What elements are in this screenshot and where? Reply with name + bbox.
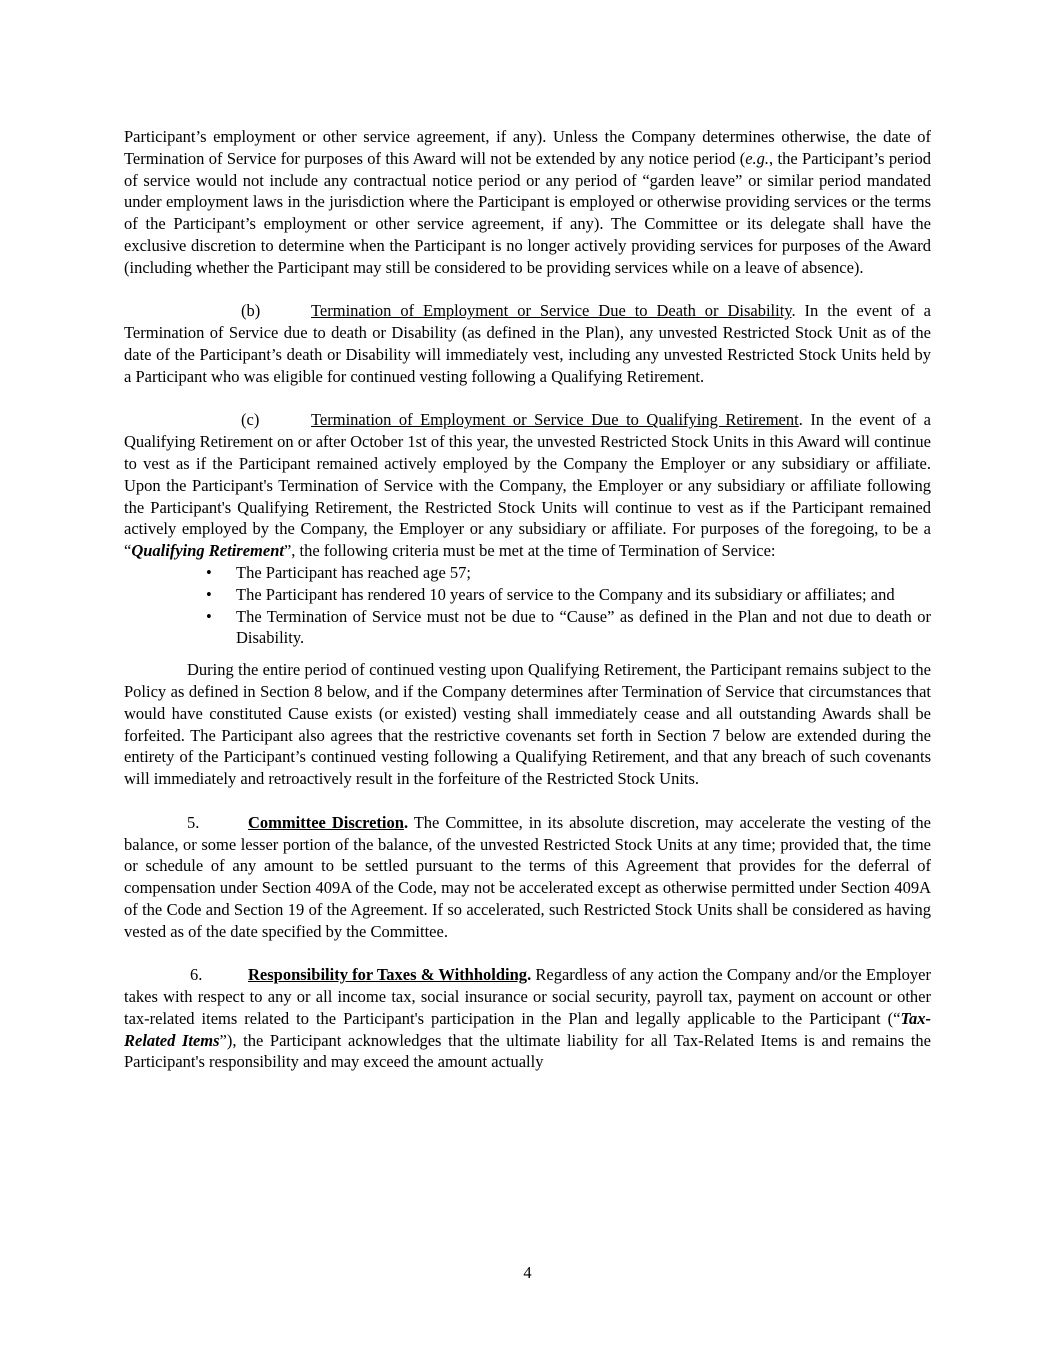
subsection-c-marker: (c) <box>241 410 260 430</box>
continued-vesting-paragraph: During the entire period of continued vesting upon Qualifying Retirement, the Participant remains subject to the Policy as defined in Section 8 below, and if the Company determines after Termination of Service that circumstances that would have constituted Cause exists (or existed) vesting shall immediately cease and all outstanding Awards shall be forfeited. The Participant also agrees that the restrictive covenants set forth in Section 7 below are extended during the entirety of the Participant’s continued vesting following a Qualifying Retirement, and that any breach of such covenants will immediately and retroactively result in the forfeiture of the Restricted Stock Units. <box>124 660 931 789</box>
section-5-number: 5. <box>187 812 200 832</box>
section-6-heading: Responsibility for Taxes & Withholding <box>248 965 528 985</box>
subsection-b-text: . In the event of a Termination of Service due to death or Disability (as defined in the Plan), any unvested Restricted Stock Unit as of the date of the Participant’s death or Disability will immediately vest, including any unvested Restricted Stock Units held by a Participant who was eligible for continued vesting following a Qualifying Retirement. <box>124 301 931 386</box>
subsection-b-marker: (b) <box>241 301 261 321</box>
criteria-list <box>124 562 931 649</box>
section-5-heading: Committee Discretion <box>248 812 404 832</box>
bullet-icon: • <box>206 562 212 582</box>
subsection-c: (c) Termination of Employment or Service Due to Qualifying Retirement. In the event of a Qualifying Retirement on or after October 1st of this year, the unvested Restricted Stock Units in this Award will continue to vest as if the Participant remained actively employed by the Company the Employer or any subsidiary or affiliate. Upon the Participant's Termination of Service with the Company, the Employer or any subsidiary or affiliate following the Participant's Qualifying Retirement, the Restricted Stock Units will continue to vest as if the Participant remained actively employed by the Company, the Employer or any subsidiary or affiliate. For purposes of the foregoing, to be a “Qualifying Retirement”, the following criteria must be met at the time of Termination of Service: <box>124 410 932 561</box>
page-number: 4 <box>523 1263 532 1282</box>
bullet-icon: • <box>206 606 212 626</box>
section-6-number: 6. <box>190 965 203 985</box>
qualifying-retirement-term: Qualifying Retirement <box>131 541 284 561</box>
section-5: 5. Committee Discretion. The Committee, in its absolute discretion, may accelerate the vesting of the balance, or some lesser portion of the balance, of the unvested Restricted Stock Units at any time; provided that, the time or schedule of any amount to be settled pursuant to the terms of this Agreement that provides for the deferral of compensation under Section 409A of the Code, may not be accelerated except as otherwise permitted under Section 409A of the Code and Section 19 of the Agreement. If so accelerated, such Restricted Stock Units shall be considered as having vested as of the date specified by the Committee. <box>124 812 931 941</box>
section-6: 6. Responsibility for Taxes & Withholding. Regardless of any action the Company and/or the Employer takes with respect to any or all income tax, social insurance or social security, payroll tax, payment on account or other tax-related items related to the Participant's participation in the Plan and legally applicable to the Participant (“Tax-Related Items”), the Participant acknowledges that the ultimate liability for all Tax-Related Items is and remains the Participant's responsibility and may exceed the amount actually <box>124 965 932 1072</box>
list-item: • The Termination of Service must not be due to “Cause” as defined in the Plan and not due to death or Disability. <box>206 606 931 648</box>
section-5-text: The Committee, in its absolute discretion, may accelerate the vesting of the balance, or some lesser portion of the balance, of the unvested Restricted Stock Units at any time; provided that, the time or schedule of any amount to be settled pursuant to the terms of this Agreement that provides for the deferral of compensation under Section 409A of the Code, may not be accelerated except as otherwise permitted under Section 409A of the Code and Section 19 of the Agreement. If so accelerated, such Restricted Stock Units shall be considered as having vested as of the date specified by the Committee. <box>124 812 931 941</box>
subsection-c-heading: Termination of Employment or Service Due to Qualifying Retirement <box>311 410 799 430</box>
subsection-b <box>124 300 931 387</box>
tax-related-items-term: Tax-Related Items <box>124 1008 931 1050</box>
bullet-icon: • <box>206 584 212 604</box>
eg-abbreviation: e.g. <box>745 148 770 168</box>
document-page <box>124 126 931 1073</box>
list-item: • The Participant has reached age 57; <box>206 562 472 582</box>
subsection-b-heading: Termination of Employment or Service Due to Death or Disability <box>311 301 792 321</box>
list-item: • The Participant has rendered 10 years of service to the Company and its subsidiary or affiliates; and <box>206 584 895 604</box>
intro-paragraph: Participant’s employment or other service agreement, if any). Unless the Company determines otherwise, the date of Termination of Service for purposes of this Award will not be extended by any notice period (e.g., the Participant’s period of service would not include any contractual notice period or any period of “garden leave” or similar period mandated under employment laws in the jurisdiction where the Participant is employed or otherwise providing services or the terms of the Participant’s employment or other service agreement, if any). The Committee or its delegate shall have the exclusive discretion to determine when the Participant is no longer actively providing services for purposes of the Award (including whether the Participant may still be considered to be providing services while on a leave of absence). <box>124 127 931 277</box>
